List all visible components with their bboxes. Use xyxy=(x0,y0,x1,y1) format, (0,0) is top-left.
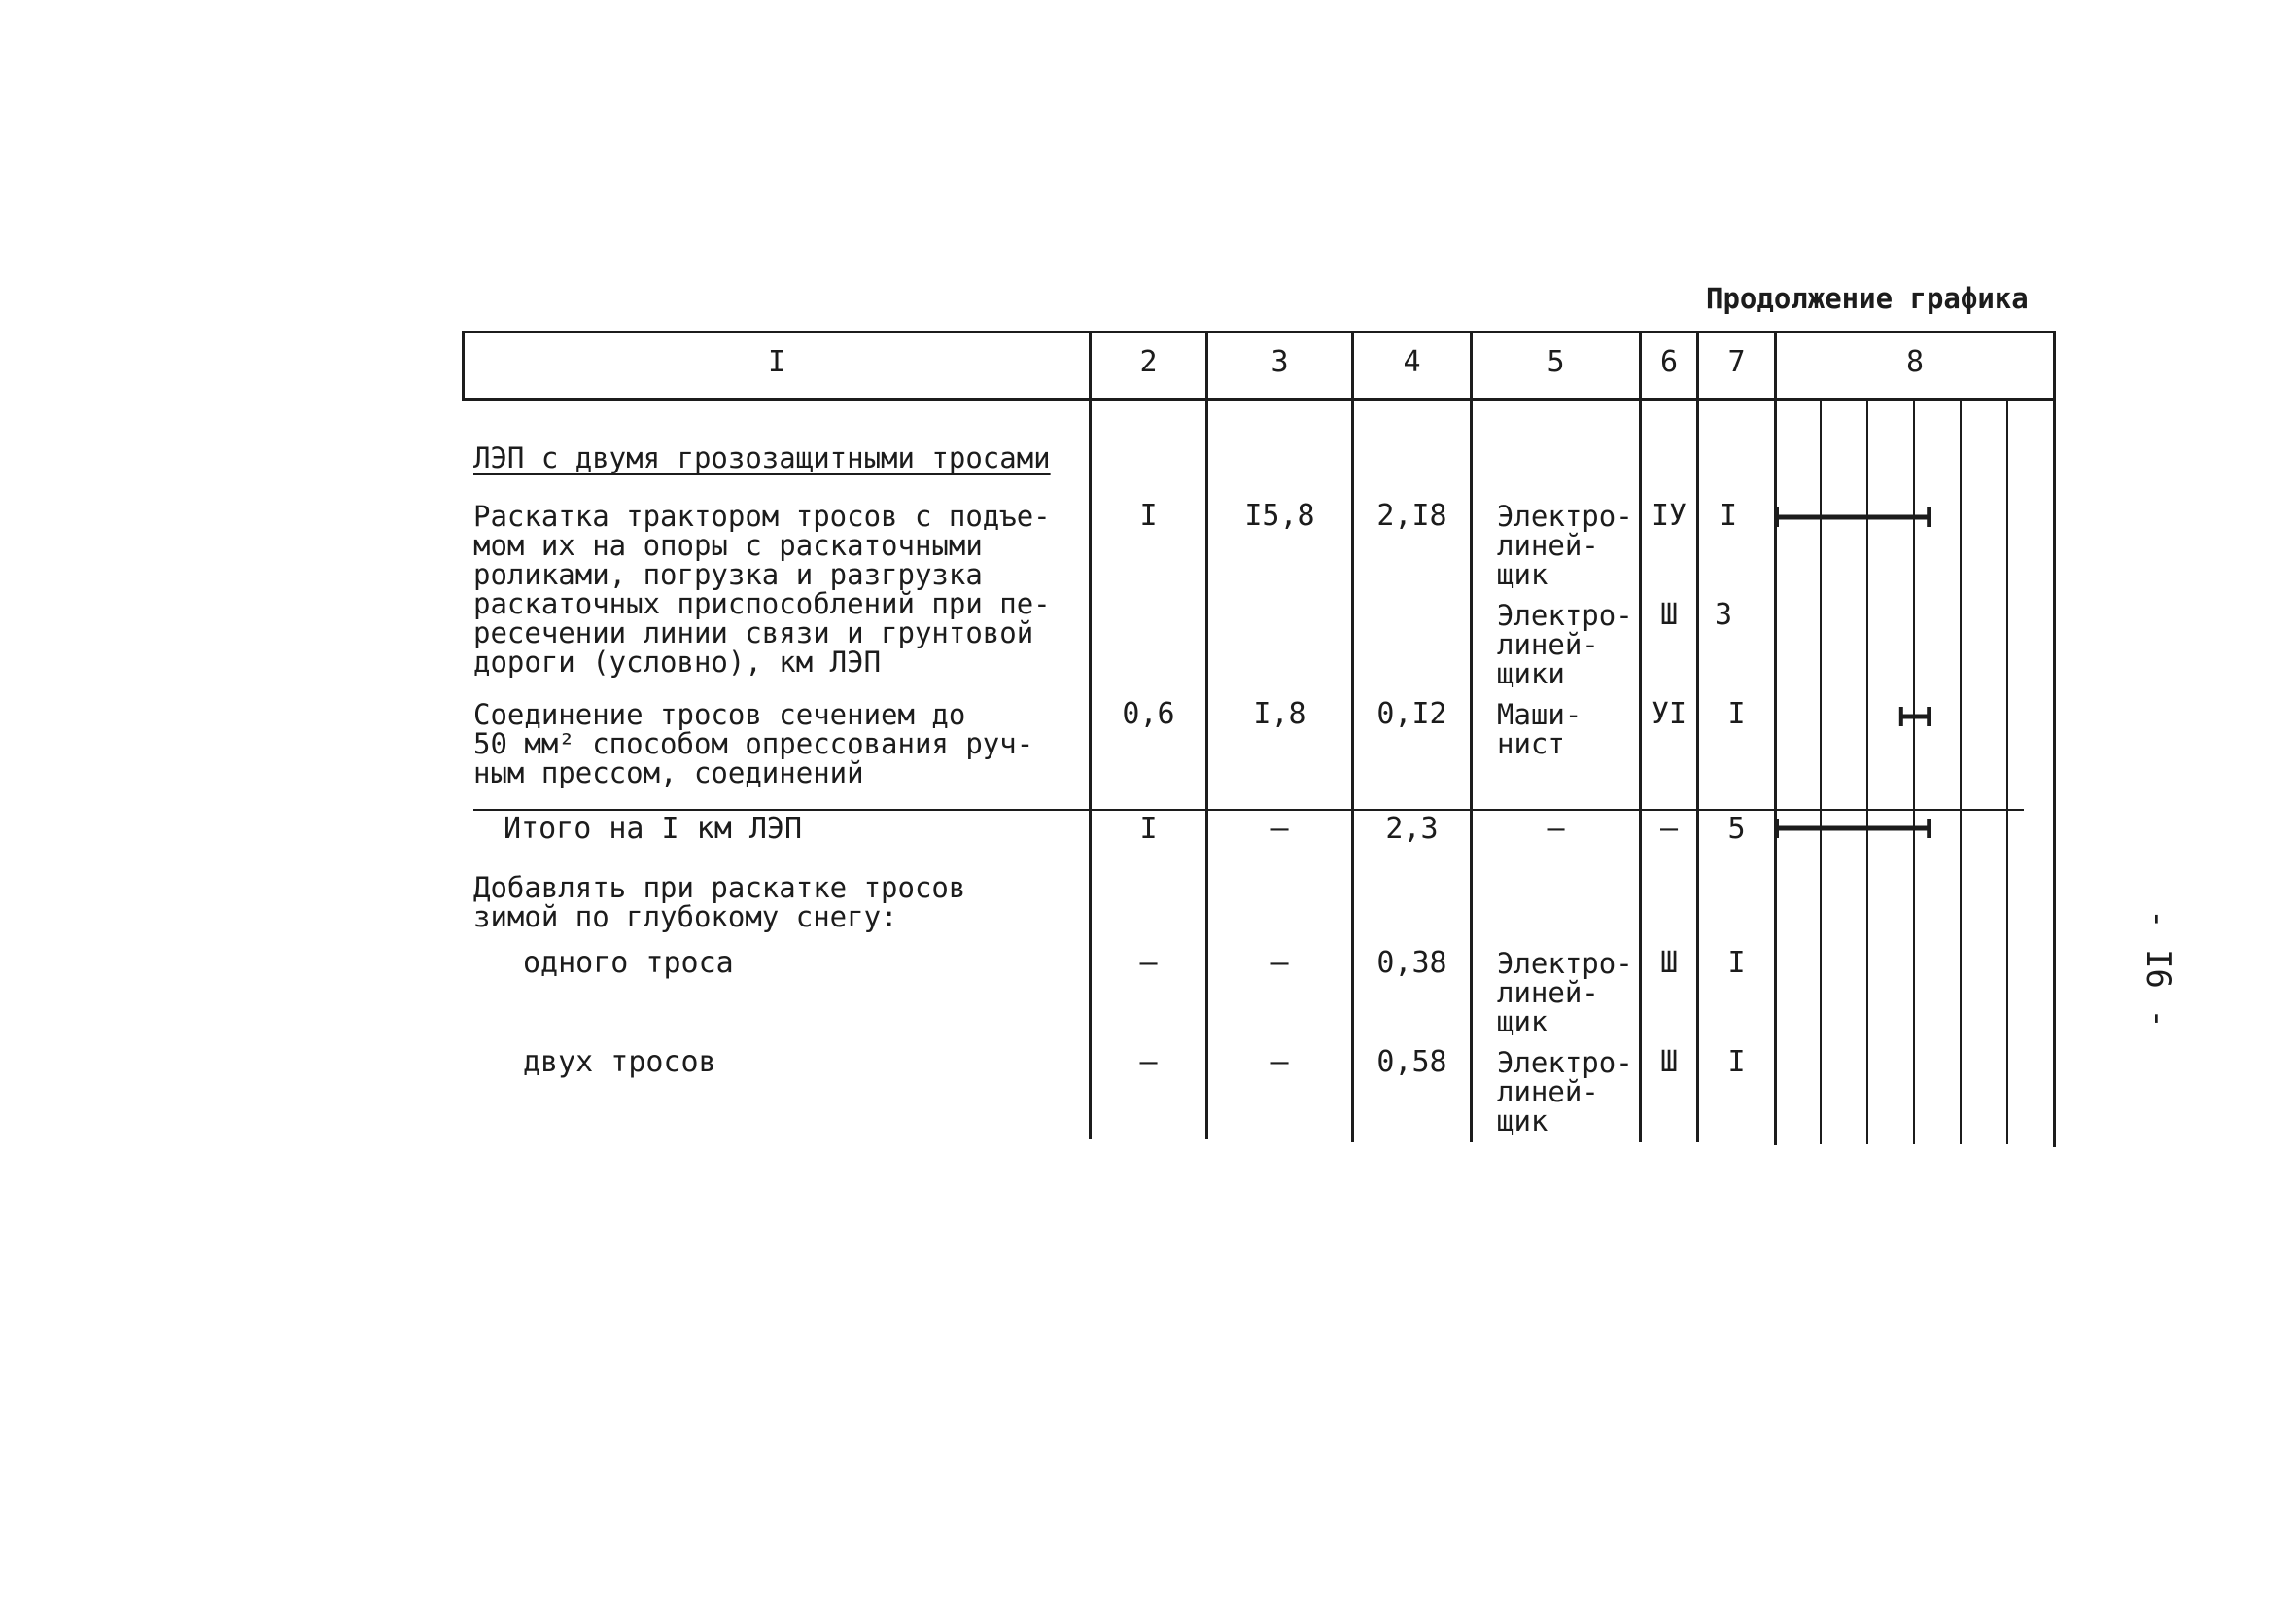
row-raskatka-worker-1-grade: IУ xyxy=(1651,499,1687,533)
row-soedinenie-worker-count: I xyxy=(1727,697,1746,731)
column-border-5-6 xyxy=(1639,331,1642,1142)
header-col-3: 3 xyxy=(1270,345,1289,379)
addition-item-2-grade: Ш xyxy=(1659,1045,1679,1079)
addition-item-2-label: двух тросов xyxy=(523,1045,716,1079)
addition-item-1-profession: Электро- линей- щик xyxy=(1497,947,1633,1038)
row-raskatka-worker-1-profession: Электро- линей- щик xyxy=(1497,500,1633,591)
column-border-2-3 xyxy=(1205,331,1208,1139)
addition-item-1-col-2: – xyxy=(1139,946,1158,980)
row-raskatka-col-4: 2,I8 xyxy=(1376,499,1447,533)
row-soedinenie-col-2: 0,6 xyxy=(1122,697,1175,731)
addition-item-2-col-4: 0,58 xyxy=(1376,1045,1447,1079)
addition-item-1-col-3: – xyxy=(1270,946,1289,980)
column-border-1-2 xyxy=(1089,331,1092,1139)
row-raskatka-worker-2-count: 3 xyxy=(1714,598,1733,632)
row-soedinenie-col-3: I,8 xyxy=(1253,697,1306,731)
row-soedinenie-col-4: 0,I2 xyxy=(1376,697,1447,731)
addition-item-2-profession: Электро- линей- щик xyxy=(1497,1046,1633,1137)
row-raskatka-worker-2-profession: Электро- линей- щики xyxy=(1497,599,1633,690)
row-soedinenie-worker-grade: УI xyxy=(1651,697,1687,731)
column-border-right xyxy=(2053,331,2056,1147)
table-caption: Продолжение графика xyxy=(1706,282,2029,315)
addition-item-1-count: I xyxy=(1727,946,1746,980)
header-col-7: 7 xyxy=(1727,345,1746,379)
addition-item-2-col-2: – xyxy=(1139,1045,1158,1079)
section-title: ЛЭП с двумя грозозащитными тросами xyxy=(473,441,1051,474)
total-label: Итого на I км ЛЭП xyxy=(504,812,803,846)
header-col-6: 6 xyxy=(1659,345,1679,379)
column-border-6-7 xyxy=(1696,331,1699,1142)
header-col-5: 5 xyxy=(1547,345,1565,379)
row-raskatka-worker-1-count: I xyxy=(1719,499,1738,533)
header-col-8: 8 xyxy=(1905,345,1925,379)
total-col-3: – xyxy=(1270,812,1289,846)
addition-item-1-col-4: 0,38 xyxy=(1376,946,1447,980)
column-border-4-5 xyxy=(1470,331,1473,1142)
total-col-2: I xyxy=(1139,812,1158,846)
total-col-5: – xyxy=(1547,812,1565,846)
row-soedinenie-description: Соединение тросов сечением до 50 мм² способом опрессования руч- ным прессом, соединений xyxy=(473,698,1034,789)
row-soedinenie-worker-profession: Маши- нист xyxy=(1497,698,1583,760)
row-raskatka-worker-2-grade: Ш xyxy=(1659,598,1679,632)
header-col-2: 2 xyxy=(1139,345,1158,379)
table-top-border xyxy=(462,331,2056,333)
row-raskatka-col-2: I xyxy=(1139,499,1158,533)
total-col-7: 5 xyxy=(1727,812,1746,846)
addition-title: Добавлять при раскатке тросов зимой по глубокому снегу: xyxy=(473,871,966,933)
header-col-4: 4 xyxy=(1403,345,1421,379)
schedule-bars xyxy=(1777,398,2053,1136)
addition-item-2-col-3: – xyxy=(1270,1045,1289,1079)
column-border-3-4 xyxy=(1351,331,1354,1142)
total-col-4: 2,3 xyxy=(1385,812,1439,846)
page-number: - I6 - xyxy=(2139,909,2177,1029)
total-col-6: – xyxy=(1659,812,1679,846)
row-raskatka-description: Раскатка трактором тросов с подъе- мом их на опоры с раскаточными роликами, погрузка и разгрузка раскаточных приспособлений при пе- ресечении линии связи и грунтовой дороги (условно), км ЛЭП xyxy=(473,500,1051,679)
addition-item-1-label: одного троса xyxy=(523,946,734,980)
header-col-1: I xyxy=(767,345,786,379)
addition-item-1-grade: Ш xyxy=(1659,946,1679,980)
addition-item-2-count: I xyxy=(1727,1045,1746,1079)
row-raskatka-col-3: I5,8 xyxy=(1244,499,1315,533)
